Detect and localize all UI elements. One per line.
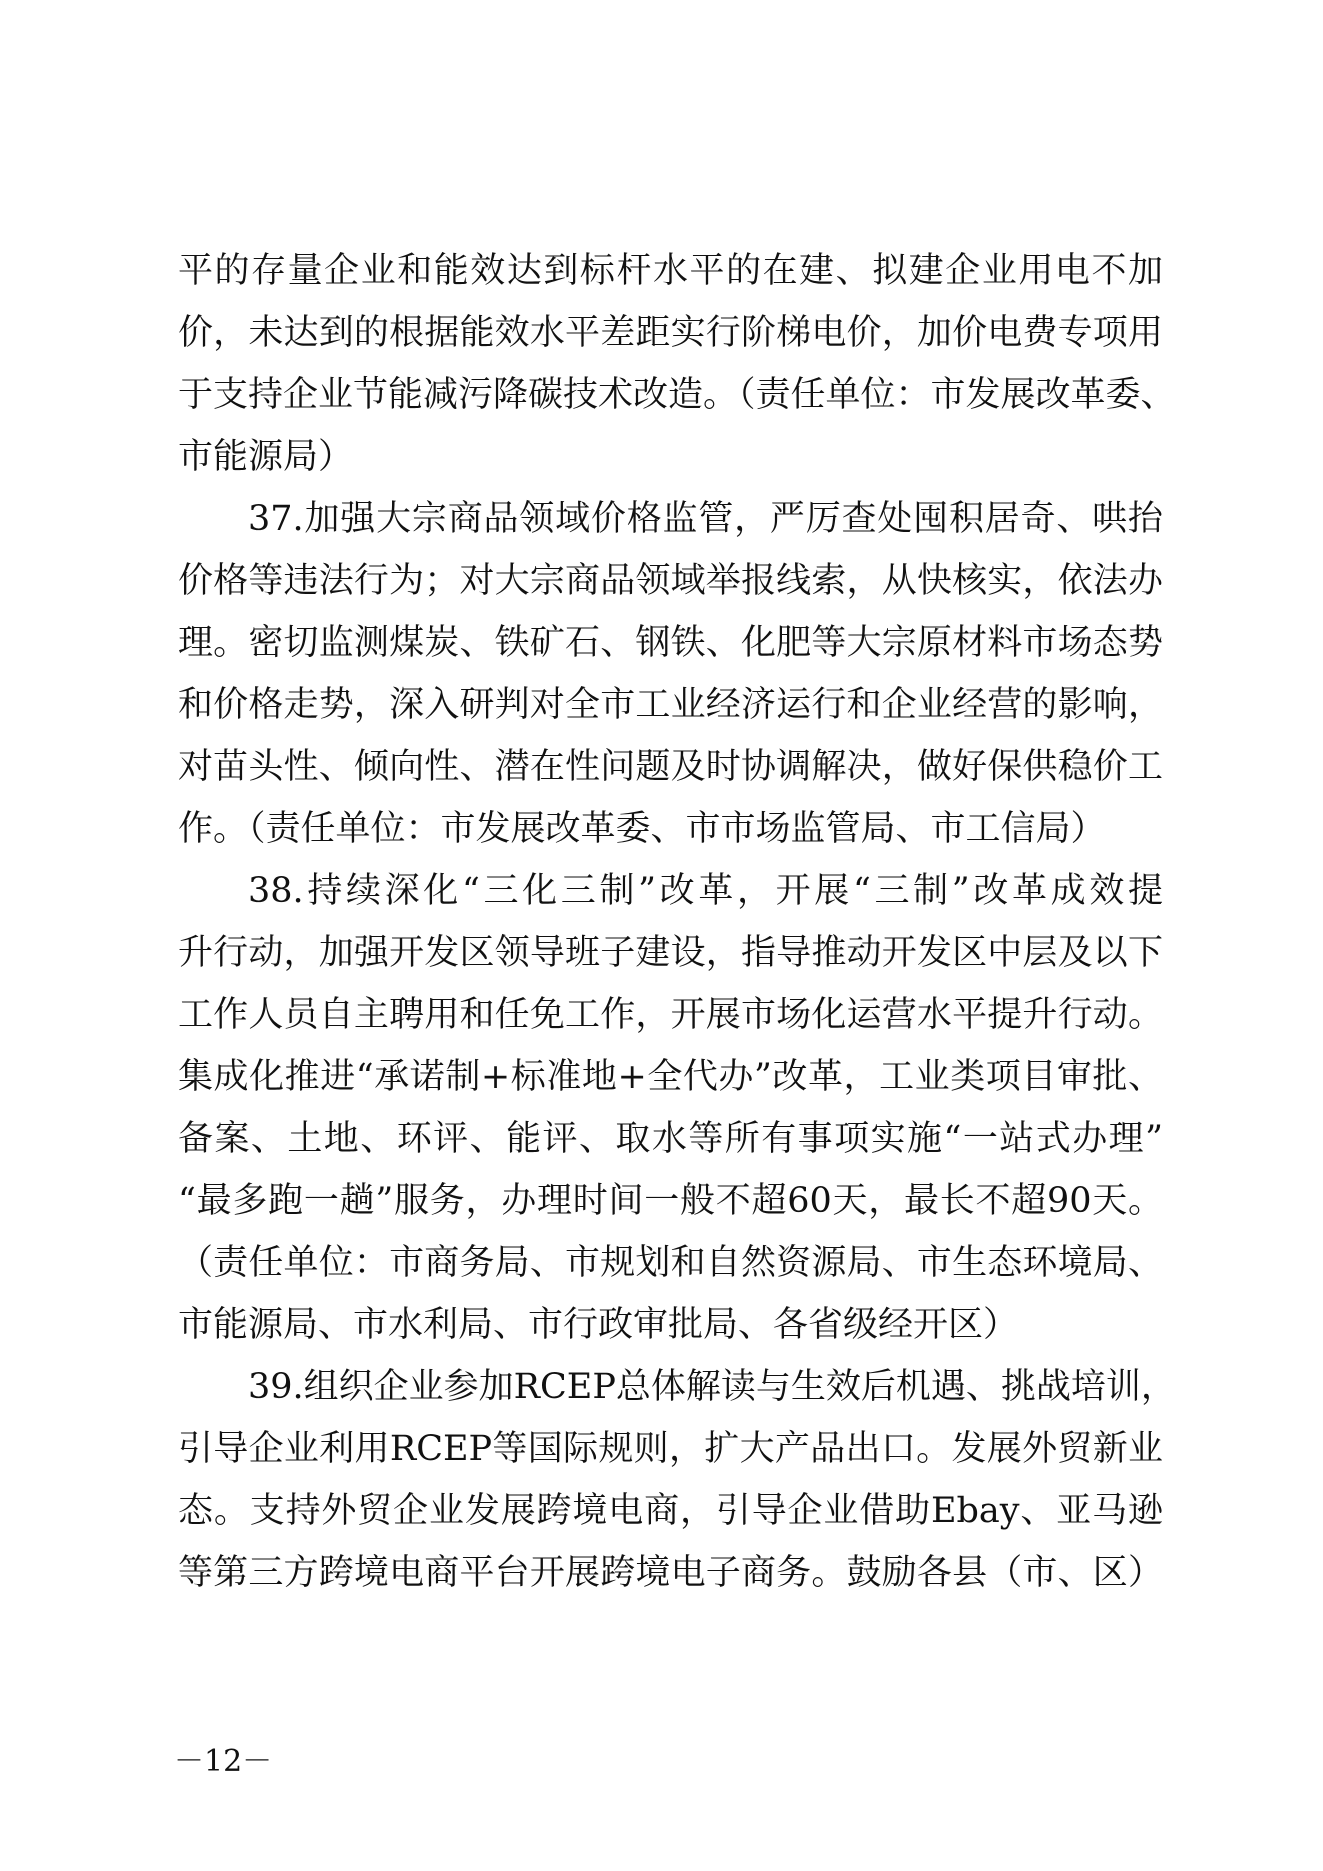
paragraph-line: 价，未达到的根据能效水平差距实行阶梯电价，加价电费专项用 xyxy=(178,313,1163,353)
paragraph-line: 37.加强大宗商品领域价格监管，严厉查处囤积居奇、哄抬 xyxy=(248,499,1163,539)
paragraph-line: 工作人员自主聘用和任免工作，开展市场化运营水平提升行动。 xyxy=(178,995,1163,1035)
paragraph-line: 作。（责任单位：市发展改革委、市市场监管局、市工信局） xyxy=(178,809,1106,849)
paragraph-line: 理。密切监测煤炭、铁矿石、钢铁、化肥等大宗原材料市场态势 xyxy=(178,623,1163,663)
paragraph-line: 市能源局） xyxy=(178,437,354,477)
paragraph-line: 对苗头性、倾向性、潜在性问题及时协调解决，做好保供稳价工 xyxy=(178,747,1163,787)
body-text xyxy=(178,240,1176,1604)
paragraph-line: 备案、土地、环评、能评、取水等所有事项实施“一站式办理” xyxy=(178,1119,1163,1159)
paragraph-line: 于支持企业节能减污降碳技术改造。（责任单位：市发展改革委、 xyxy=(178,375,1176,415)
paragraph-line: 升行动，加强开发区领导班子建设，指导推动开发区中层及以下 xyxy=(178,933,1163,973)
paragraph-line: 态。支持外贸企业发展跨境电商，引导企业借助Ebay、亚马逊 xyxy=(178,1491,1163,1531)
paragraph-line: 等第三方跨境电商平台开展跨境电子商务。鼓励各县（市、区） xyxy=(178,1553,1163,1593)
paragraph-line: 引导企业利用RCEP等国际规则，扩大产品出口。发展外贸新业 xyxy=(178,1429,1163,1469)
paragraph-line: 集成化推进“承诺制+标准地+全代办”改革，工业类项目审批、 xyxy=(178,1057,1163,1097)
paragraph-line: （责任单位：市商务局、市规划和自然资源局、市生态环境局、 xyxy=(178,1243,1163,1283)
paragraph-line: 价格等违法行为；对大宗商品领域举报线索，从快核实，依法办 xyxy=(178,561,1163,601)
page-number: －12－ xyxy=(174,1744,273,1779)
paragraph-line: 39.组织企业参加RCEP总体解读与生效后机遇、挑战培训， xyxy=(248,1367,1176,1407)
paragraph-line: 38.持续深化“三化三制”改革，开展“三制”改革成效提 xyxy=(248,871,1163,911)
paragraph-line: 和价格走势，深入研判对全市工业经济运行和企业经营的影响， xyxy=(178,685,1163,725)
paragraph-line: 市能源局、市水利局、市行政审批局、各省级经开区） xyxy=(178,1305,1019,1345)
paragraph-line: “最多跑一趟”服务，办理时间一般不超60天，最长不超90天。 xyxy=(178,1181,1163,1221)
paragraph-line: 平的存量企业和能效达到标杆水平的在建、拟建企业用电不加 xyxy=(178,251,1163,291)
